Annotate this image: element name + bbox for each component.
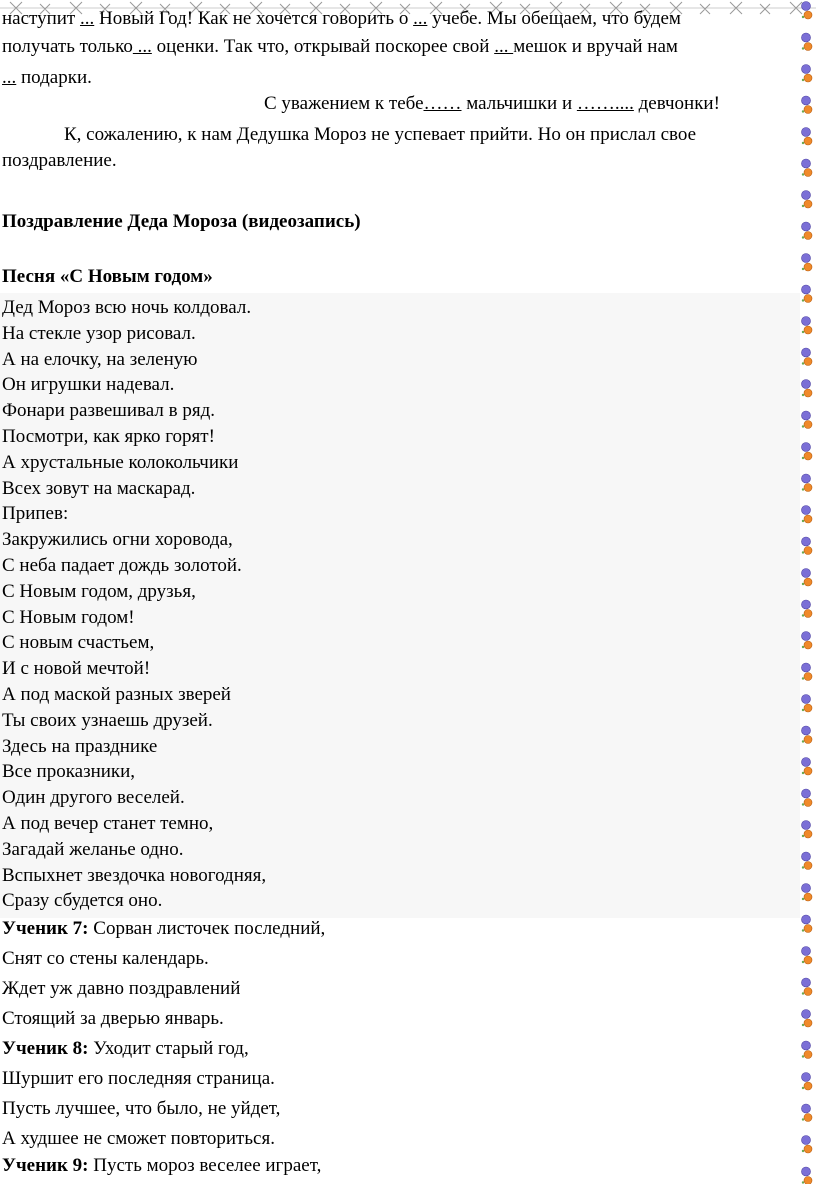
student-7-line-1	[2, 918, 325, 940]
song-line: На стекле узор рисовал.	[2, 322, 196, 344]
blank: ...	[2, 67, 17, 88]
song-line: Ты своих узнаешь друзей.	[2, 709, 213, 731]
blank: ...	[494, 36, 514, 57]
verse-text: Пусть мороз веселее играет,	[93, 1155, 322, 1176]
student-label: Ученик 7:	[2, 918, 89, 939]
heading-song: Песня «С Новым годом»	[2, 266, 213, 287]
song-line: Один другого веселей.	[2, 787, 185, 809]
song-line: И с новой мечтой!	[2, 658, 151, 680]
song-line: Загадай желанье одно.	[2, 838, 184, 860]
song-line: А под маской разных зверей	[2, 684, 231, 705]
verse-line: Стоящий за дверью январь.	[2, 1008, 224, 1029]
student-8-line-1	[2, 1038, 249, 1060]
letter-line-3	[2, 67, 92, 89]
song-line: Сразу сбудется оно.	[2, 890, 163, 912]
heading-video: Поздравление Деда Мороза (видеозапись)	[2, 211, 361, 232]
song-line: Дед Мороз всю ночь колдовал.	[2, 297, 252, 318]
student-9-line-1	[2, 1155, 321, 1177]
verse-line: Снят со стены календарь.	[2, 948, 209, 969]
song-line: Здесь на празднике	[2, 735, 158, 757]
blank: ...	[79, 8, 95, 29]
paragraph-line-1: К, сожалению, к нам Дедушка Мороз не успевает прийти. Но он прислал свое	[64, 124, 697, 145]
text: С уважением к тебе	[264, 93, 424, 114]
verse-line: Пусть лучшее, что было, не уйдет,	[2, 1098, 281, 1119]
text: учебе. Мы обещаем, что будем	[427, 8, 681, 29]
song-line: Всех зовут на маскарад.	[2, 477, 196, 499]
song-line: Припев:	[2, 503, 69, 525]
song-line: Посмотри, как ярко горят!	[2, 426, 215, 447]
song-line: Фонари развешивал в ряд.	[2, 400, 215, 422]
letter-line-1	[2, 8, 681, 30]
verse-text: Сорван листочек последний,	[93, 918, 326, 939]
blank: ……	[423, 93, 462, 114]
paragraph-line-2: поздравление.	[2, 150, 117, 171]
song-line: А хрустальные колокольчики	[2, 451, 239, 473]
verse-text: Уходит старый год,	[93, 1038, 249, 1059]
song-line: Закружились огни хоровода,	[2, 529, 233, 551]
text: наступит	[2, 8, 80, 29]
text: Новый Год! Как не хочется говорить о	[94, 8, 414, 29]
blank: ……....	[576, 93, 634, 114]
song-line: А под вечер станет темно,	[2, 813, 214, 834]
blank: ...	[413, 8, 428, 29]
verse-line: А худшее не сможет повториться.	[2, 1128, 275, 1149]
song-line: Он игрушки надевал.	[2, 374, 175, 396]
letter-signature	[264, 93, 720, 115]
letter-line-2	[2, 36, 678, 58]
song-line: С неба падает дождь золотой.	[2, 555, 242, 576]
text: оценки. Так что, открывай поскорее свой	[151, 36, 495, 57]
verse-line: Шуршит его последняя страница.	[2, 1068, 275, 1089]
song-line: Вспыхнет звездочка новогодняя,	[2, 864, 267, 886]
blank: ...	[132, 36, 152, 57]
student-label: Ученик 8:	[2, 1038, 89, 1059]
text: получать только	[2, 36, 133, 57]
text: мальчишки и	[461, 93, 577, 114]
text: мешок и вручай нам	[513, 36, 678, 57]
text: подарки.	[16, 67, 92, 88]
text: девчонки!	[633, 93, 720, 114]
verse-line: Ждет уж давно поздравлений	[2, 978, 241, 999]
song-line: А на елочку, на зеленую	[2, 348, 198, 370]
song-line: С новым счастьем,	[2, 632, 155, 654]
student-label: Ученик 9:	[2, 1155, 89, 1176]
song-line: Все проказники,	[2, 761, 136, 783]
song-line: С Новым годом, друзья,	[2, 580, 196, 602]
song-line: С Новым годом!	[2, 606, 135, 628]
